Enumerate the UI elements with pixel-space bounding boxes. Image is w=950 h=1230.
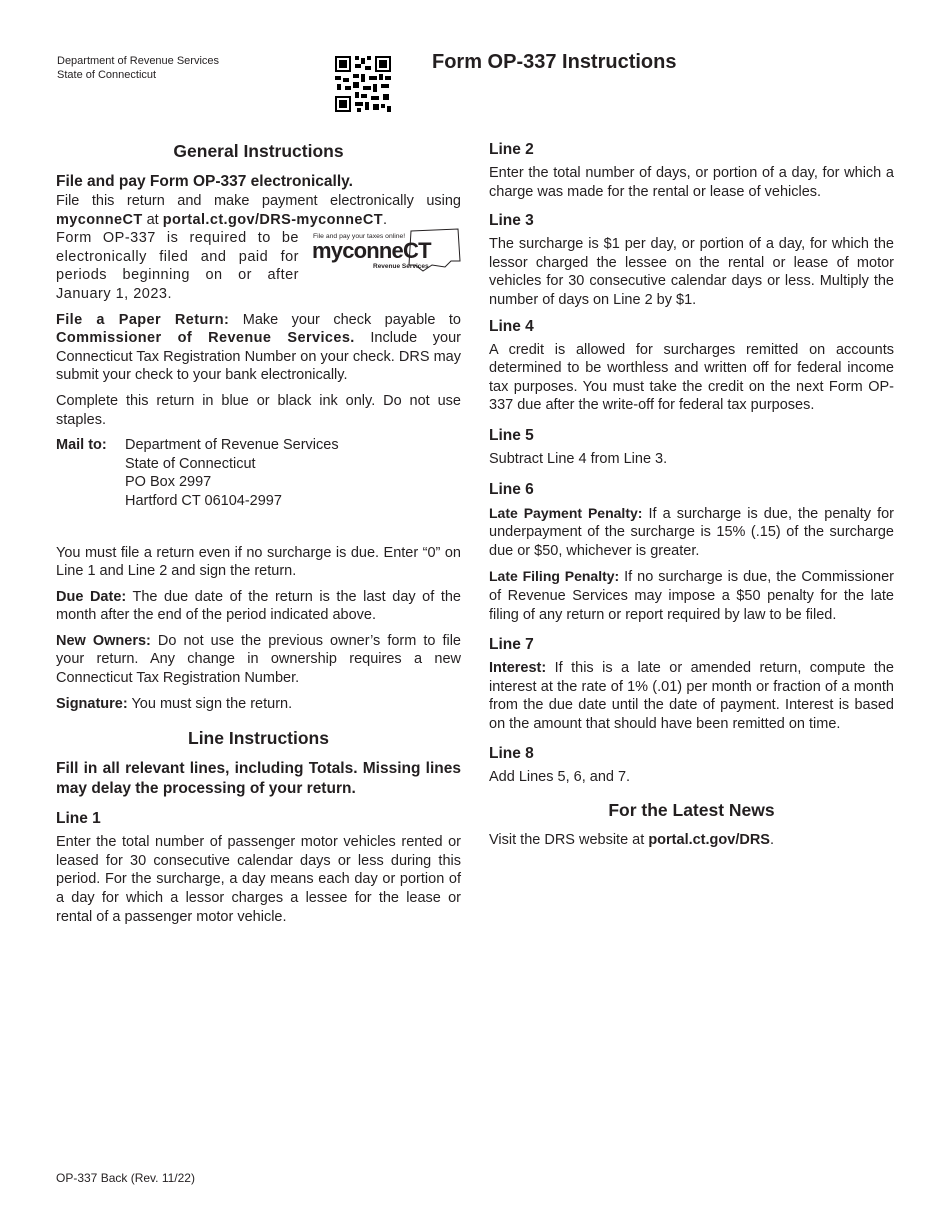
line1-heading: Line 1 <box>56 810 101 828</box>
right-column <box>489 140 894 857</box>
efile-requirement: Form OP-337 is required to be electronically filed and paid for periods beginning on or after January 1, 2023. <box>56 230 299 302</box>
line-instructions-heading: Line Instructions <box>188 728 329 749</box>
line1-text: Enter the total number of passenger motor vehicles rented or leased for 30 consecutive calendar days or less during this period. For the surcharge, a day means each day or portion of a day for which a lessor charges a lessee for the lease or rental of a passenger motor vehicle. <box>56 834 461 925</box>
line7-heading: Line 7 <box>489 636 534 654</box>
general-instructions-heading: General Instructions <box>173 141 344 161</box>
left-column <box>56 140 461 933</box>
ink-instruction: Complete this return in blue or black ink only. Do not use staples. <box>56 392 461 428</box>
drs-website-link[interactable]: portal.ct.gov/DRS <box>648 832 770 849</box>
interest-label: Interest: <box>489 660 547 677</box>
efile-paragraph: File this return and make payment electronically using myconneCT at portal.ct.gov/DRS-myconneCT. <box>56 193 461 228</box>
logo-sub: Revenue Services <box>373 263 429 271</box>
qr-code-icon <box>335 56 391 112</box>
line5-text: Subtract Line 4 from Line 3. <box>489 450 668 467</box>
department-name: Department of Revenue Services <box>57 55 220 67</box>
signature-paragraph: Signature: You must sign the return. <box>56 695 293 712</box>
line2-text: Enter the total number of days, or portion of a day, for which a charge was made for the rental or lease of vehicles. <box>489 165 894 200</box>
new-owners-label: New Owners: <box>56 632 151 649</box>
logo-tagline: File and pay your taxes online! <box>313 233 406 241</box>
latest-news-heading: For the Latest News <box>608 800 775 821</box>
form-revision-footer: OP-337 Back (Rev. 11/22) <box>56 1171 195 1185</box>
line4-text: A credit is allowed for surcharges remitted on accounts determined to be worthless and written off for federal income tax purposes. You must take the credit on the next Form OP-337 due after the write-off for federal tax purposes. <box>489 341 894 414</box>
interest-paragraph: Interest: If this is a late or amended return, compute the interest at the rate of 1% (.01) per month or fraction of a month from the due date until the date of payment. Interest is based on the amount that should have been remitted on time. <box>489 660 894 732</box>
paper-return-paragraph: File a Paper Return: Make your check payable to Commissioner of Revenue Services. Include your Connecticut Tax Registration Number on your check. DRS may submit your check to your bank electronically. <box>56 311 462 384</box>
line5-heading: Line 5 <box>489 426 534 444</box>
line8-text: Add Lines 5, 6, and 7. <box>489 769 631 786</box>
form-title: Form OP-337 Instructions <box>432 51 677 73</box>
fill-in-notice: Fill in all relevant lines, including Totals. Missing lines may delay the processing of your return. <box>56 760 461 798</box>
mailing-address <box>56 436 461 510</box>
myconnect-portal-link[interactable]: portal.ct.gov/DRS-myconneCT <box>162 211 384 228</box>
address-lines: Department of Revenue Services State of Connecticut PO Box 2997 Hartford CT 06104-2997 <box>125 437 339 509</box>
paper-return-label: File a Paper Return: <box>56 311 230 328</box>
due-date-label: Due Date: <box>56 588 127 605</box>
late-filing-paragraph: Late Filing Penalty: If no surcharge is due, the Commissioner of Revenue Services may impose a $50 penalty for the late filing of any return or report required by law to be filed. <box>489 568 895 623</box>
myconnect-logo-mark <box>311 227 461 275</box>
logo-brand: myconneCT <box>312 238 431 264</box>
myconnect-name: myconneCT <box>56 211 143 228</box>
state-name: State of Connecticut <box>57 69 157 81</box>
late-filing-label: Late Filing Penalty: <box>489 568 620 585</box>
latest-news-paragraph: Visit the DRS website at portal.ct.gov/DRS. <box>489 832 774 849</box>
due-date-paragraph: Due Date: The due date of the return is the last day of the month after the end of the period indicated above. <box>56 588 461 624</box>
late-payment-label: Late Payment Penalty: <box>489 504 643 521</box>
line3-heading: Line 3 <box>489 212 534 230</box>
line6-heading: Line 6 <box>489 480 534 498</box>
mail-to-label: Mail to: <box>56 437 107 454</box>
file-pay-heading: File and pay Form OP-337 electronically. <box>56 173 353 190</box>
line3-text: The surcharge is $1 per day, or portion of a day, for which the lessor charged the lessee on the rental or lease of motor vehicles for 30 consecutive calendar days or less. Multiply the number of days on Line 2 by $1. <box>489 236 894 308</box>
signature-label: Signature: <box>56 695 128 712</box>
myconnect-logo <box>311 227 461 275</box>
line8-heading: Line 8 <box>489 745 534 763</box>
line4-heading: Line 4 <box>489 317 534 335</box>
department-header <box>57 54 219 82</box>
no-surcharge-note: You must file a return even if no surcharge is due. Enter “0” on Line 1 and Line 2 and sign the return. <box>56 544 461 580</box>
line2-heading: Line 2 <box>489 141 534 158</box>
late-payment-paragraph: Late Payment Penalty: If a surcharge is due, the penalty for underpayment of the surcharge is 15% (.15) of the surcharge due or $50, whichever is greater. <box>489 504 894 559</box>
new-owners-paragraph: New Owners: Do not use the previous owner’s form to file your return. Any change in ownership requires a new Connecticut Tax Registration Number. <box>56 632 461 687</box>
